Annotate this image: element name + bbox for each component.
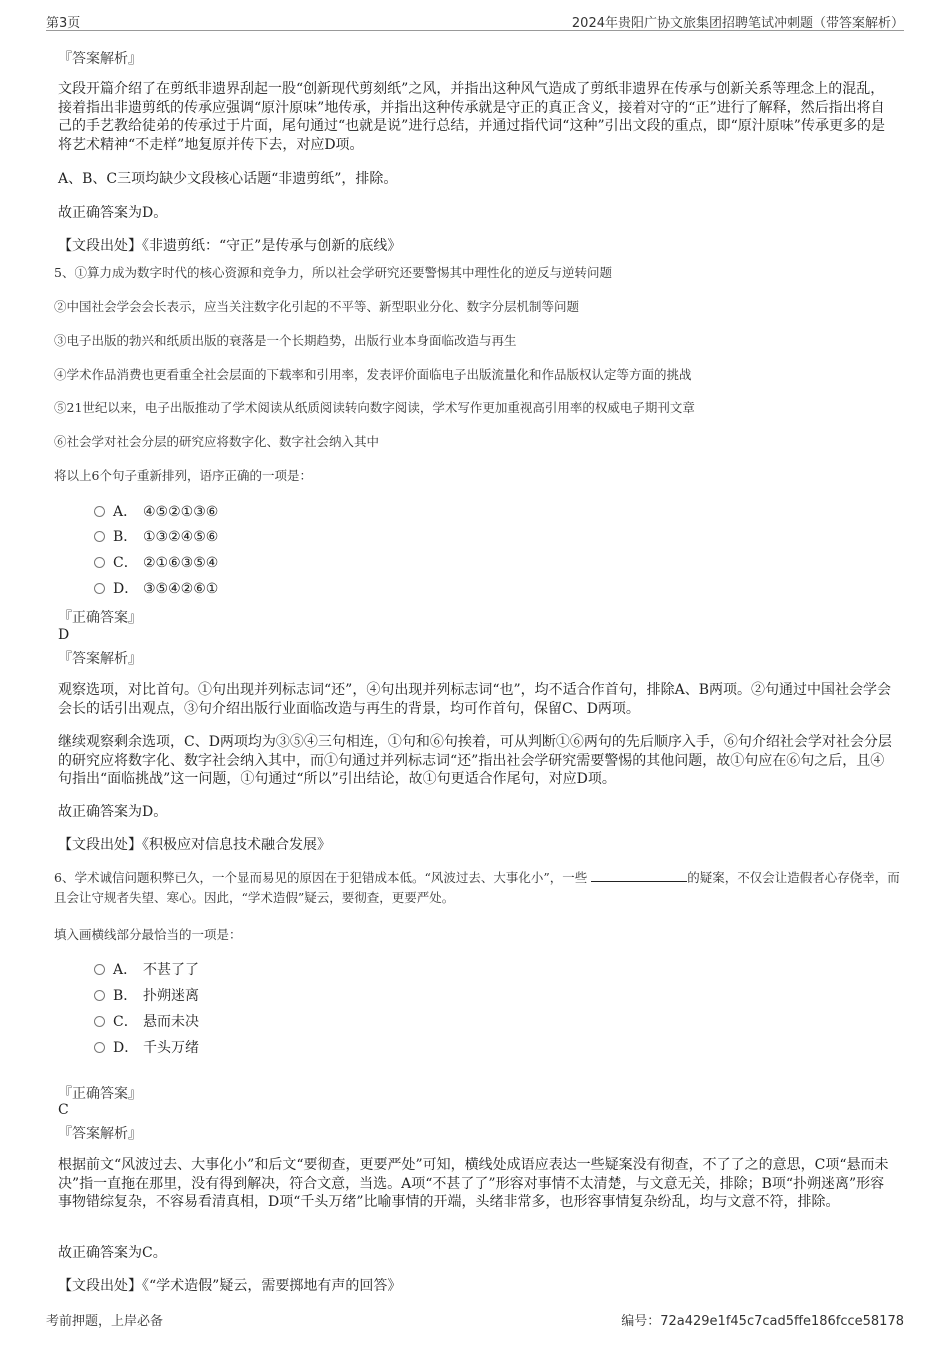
- question-sentence: ③电子出版的勃兴和纸质出版的衰落是一个长期趋势，出版行业本身面临改造与再生: [54, 333, 517, 348]
- option-d[interactable]: D． 千头万绪: [94, 1038, 199, 1058]
- option-a[interactable]: A． 不甚了了: [94, 960, 199, 980]
- page-header: [46, 8, 904, 31]
- document-id: 编号：72a429e1f45c7cad5ffe186fcce58178: [621, 1314, 904, 1329]
- option-a[interactable]: A． ④⑤②①③⑥: [94, 502, 218, 522]
- document-title: 2024年贵阳广协文旅集团招聘笔试冲刺题（带答案解析）: [571, 16, 904, 31]
- option-b[interactable]: B． ①③②④⑤⑥: [94, 527, 218, 547]
- analysis-paragraph: 故正确答案为C。: [58, 1245, 167, 1261]
- analysis-paragraph: 故正确答案为D。: [58, 205, 168, 221]
- radio-icon[interactable]: [94, 1016, 105, 1027]
- radio-icon[interactable]: [94, 1042, 105, 1053]
- analysis-paragraph: 观察选项，对比首句。①句出现并列标志词“还”，④句出现并列标志词“也”，均不适合作首句，排除A、B两项。②句通过中国社会学会会长的话引出观点，③句介绍出版行业面临改造与再生的背景，均可作首句，保留C、D两项。: [58, 682, 892, 717]
- question-stem: 6、学术诚信问题积弊已久，一个显而易见的原因在于犯错成本低。“风波过去、大事化小”，一些 的疑案，不仅会让造假者心存侥幸，而且会让守规者失望、寒心。因此，“学术造假”疑云，要彻查，更要严处。: [54, 870, 900, 905]
- source-citation: 【文段出处】《非遗剪纸：“守正”是传承与创新的底线》: [58, 238, 402, 254]
- source-citation: 【文段出处】《积极应对信息技术融合发展》: [58, 837, 331, 853]
- option-d[interactable]: D． ③⑤④②⑥①: [94, 579, 218, 599]
- radio-icon[interactable]: [94, 964, 105, 975]
- option-b[interactable]: B． 扑朔迷离: [94, 986, 199, 1006]
- radio-icon[interactable]: [94, 583, 105, 594]
- correct-answer: D: [58, 627, 70, 643]
- analysis-paragraph: 文段开篇介绍了在剪纸非遗界刮起一股“创新现代剪刻纸”之风，并指出这种风气造成了剪纸非遗界在传承与创新关系等理念上的混乱，接着指出非遗剪纸的传承应强调“原汁原味”地传承，并指出这种传承就是守正的真正含义，接着对守的“正”进行了解释，然后指出将自己的手艺教给徒弟的传承过于片面，尾句通过“也就是说”进行总结，并通过指代词“这种”引出文段的重点，即“原汁原味”传承更多的是将艺术精神“不走样”地复原并传下去，对应D项。: [58, 81, 885, 154]
- question-sentence: 5、①算力成为数字时代的核心资源和竞争力，所以社会学研究还要警惕其中理性化的逆反与逆转问题: [54, 265, 612, 280]
- option-c[interactable]: C． 悬而未决: [94, 1012, 199, 1032]
- radio-icon[interactable]: [94, 557, 105, 568]
- question-sentence: ⑥社会学对社会分层的研究应将数字化、数字社会纳入其中: [54, 434, 380, 449]
- answer-analysis-label: 『答案解析』: [58, 1126, 142, 1142]
- radio-icon[interactable]: [94, 531, 105, 542]
- answer-analysis-label: 『答案解析』: [58, 51, 142, 67]
- question-sentence: ⑤21世纪以来，电子出版推动了学术阅读从纸质阅读转向数字阅读，学术写作更加重视高引用率的权威电子期刊文章: [54, 400, 695, 415]
- radio-icon[interactable]: [94, 506, 105, 517]
- source-citation: 【文段出处】《“学术造假”疑云，需要掷地有声的回答》: [58, 1278, 402, 1294]
- radio-icon[interactable]: [94, 990, 105, 1001]
- analysis-paragraph: 根据前文“风波过去、大事化小”和后文“要彻查，更要严处”可知，横线处成语应表达一些疑案没有彻查，不了了之的意思，C项“悬而未决”指一直拖在那里，没有得到解决，符合文意，当选。A项“不甚了了”形容对事情不太清楚，与文意无关，排除；B项“扑朔迷离”形容事物错综复杂，不容易看清真相，D项“千头万绪”比喻事情的开端，头绪非常多，也形容事情复杂纷乱，均与文意不符，排除。: [58, 1157, 889, 1211]
- question-sentence: ②中国社会学会会长表示，应当关注数字化引起的不平等、新型职业分化、数字分层机制等问题: [54, 299, 580, 314]
- analysis-paragraph: A、B、C三项均缺少文段核心话题“非遗剪纸”，排除。: [58, 171, 398, 187]
- answer-analysis-label: 『答案解析』: [58, 651, 142, 667]
- correct-answer: C: [58, 1102, 69, 1118]
- correct-answer-label: 『正确答案』: [58, 610, 142, 626]
- page-number: 第3页: [46, 16, 81, 31]
- question-prompt: 将以上6个句子重新排列，语序正确的一项是：: [54, 468, 312, 483]
- footer-slogan: 考前押题，上岸必备: [46, 1314, 164, 1329]
- fill-blank-line: [591, 869, 687, 882]
- question-sentence: ④学术作品消费也更看重全社会层面的下载率和引用率，发表评价面临电子出版流量化和作品版权认定等方面的挑战: [54, 367, 692, 382]
- analysis-paragraph: 故正确答案为D。: [58, 804, 168, 820]
- analysis-paragraph: 继续观察剩余选项，C、D两项均为③⑤④三句相连，①句和⑥句挨着，可从判断①⑥两句的先后顺序入手，⑥句介绍社会学对社会分层的研究应将数字化、数字社会纳入其中，而①句通过并列标志词“还”指出社会学研究需要警惕的其他问题，故①句应在⑥句之后，且④句指出“面临挑战”这一问题，①句通过“所以”引出结论，故①句更适合作尾句，对应D项。: [58, 734, 892, 788]
- option-c[interactable]: C． ②①⑥③⑤④: [94, 553, 218, 573]
- question-prompt: 填入画横线部分最恰当的一项是：: [54, 927, 242, 942]
- correct-answer-label: 『正确答案』: [58, 1086, 142, 1102]
